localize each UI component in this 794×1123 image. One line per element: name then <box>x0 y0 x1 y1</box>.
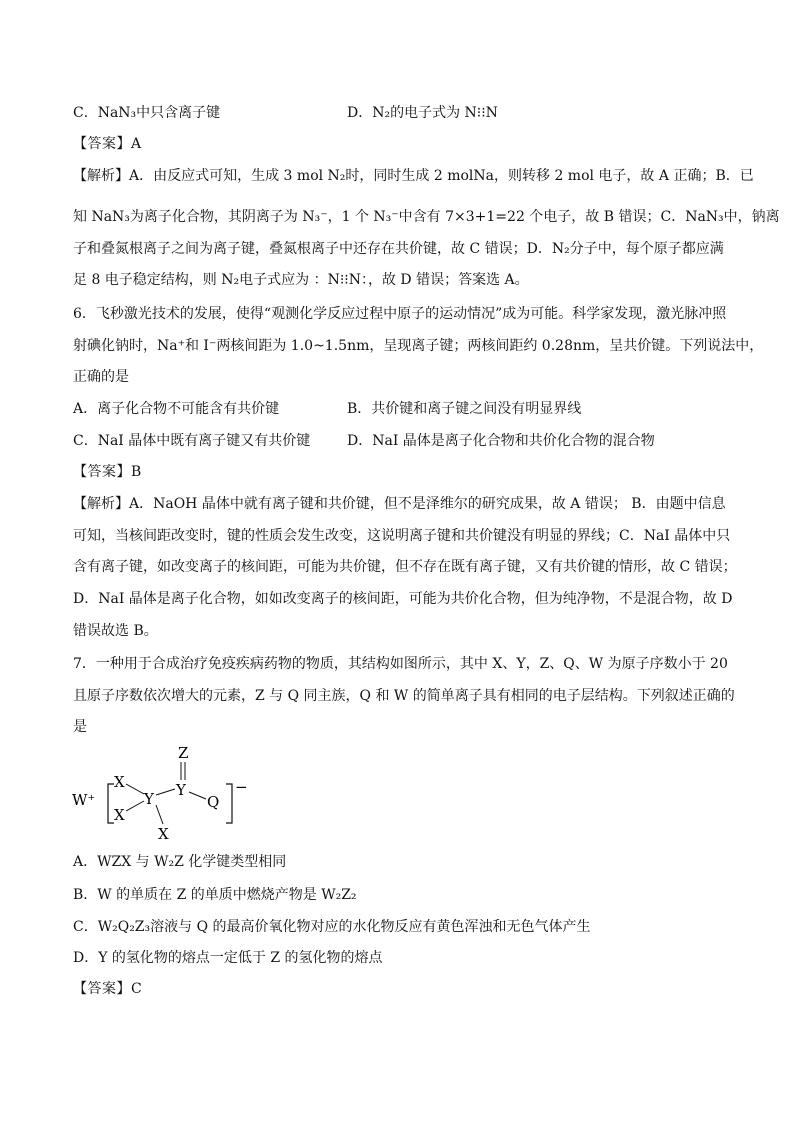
structure-q: Q <box>207 793 220 811</box>
right-bracket <box>226 784 232 823</box>
q5-option-c: C．NaN₃中只含离子键 <box>73 105 221 121</box>
q7-option-c: C．W₂Q₂Z₃溶液与 Q 的最高价氧化物对应的水化物反应有黄色浑浊和无色气体产生 <box>73 919 591 935</box>
q7-stem-line-2: 且原子序数依次增大的元素，Z 与 Q 同主族，Q 和 W 的简单离子具有相同的电子层结构。下列叙述正确的 <box>73 688 735 704</box>
bond-x-y1-bottom <box>156 805 163 824</box>
q7-option-b: B．W 的单质在 Z 的单质中燃烧产物是 W₂Z₂ <box>73 887 357 903</box>
q6-stem-line-2: 射碘化钠时，Na⁺和 I⁻两核间距为 1.0~1.5nm，呈现离子键；两核间距约 0.28nm，呈共价键。下列说法中， <box>73 338 764 354</box>
q5-analysis-line-1: 【解析】A．由反应式可知，生成 3 mol N₂时，同时生成 2 molNa，则转移 2 mol 电子，故 A 正确；B．已 <box>73 168 754 184</box>
structure-y2: Y <box>176 781 186 799</box>
q6-option-c: C．NaI 晶体中既有离子键又有共价键 <box>73 433 311 449</box>
q6-answer: 【答案】B <box>73 464 142 480</box>
q7-answer: 【答案】C <box>73 981 143 997</box>
q7-option-a: A．WZX 与 W₂Z 化学键类型相同 <box>73 854 287 870</box>
structure-y1: Y <box>144 790 154 808</box>
bond-y1-y2 <box>156 789 175 795</box>
q6-analysis-line-1: 【解析】A．NaOH 晶体中就有离子键和共价键，但不是泽维尔的研究成果，故 A 错误； B．由题中信息 <box>73 496 726 512</box>
bond-x-y1-top <box>126 784 144 794</box>
q5-answer: 【答案】A <box>73 136 142 152</box>
q5-analysis-line-3: 子和叠氮根离子之间为离子键，叠氮根离子中还存在共价键，故 C 错误；D．N₂分子中，每个原子都应满 <box>73 241 724 257</box>
q6-analysis-line-4: D．NaI 晶体是离子化合物，如如改变离子的核间距，可能为共价化合物，但为纯净物，不是混合物，故 D <box>73 591 733 607</box>
structure-diagram <box>70 740 270 845</box>
structure-x-left: X <box>114 806 125 824</box>
q6-stem-line-1: 6．飞秒激光技术的发展，使得“观测化学反应过程中原子的运动情况”成为可能。科学家发现，激光脉冲照 <box>73 306 727 322</box>
structure-cation-w: W⁺ <box>72 791 96 809</box>
q6-stem-line-3: 正确的是 <box>73 369 129 385</box>
q5-analysis-line-4: 足 8 电子稳定结构，则 N₂电子式应为 ：N⁝⁝N：，故 D 错误；答案选 A。 <box>73 272 529 288</box>
q6-analysis-line-2: 可知，当核间距改变时，键的性质会发生改变，这说明离子键和共价键没有明显的界线；C．NaI 晶体中只 <box>73 528 731 544</box>
q7-stem-line-1: 7．一种用于合成治疗免疫疾病药物的物质，其结构如图所示，其中 X、Y，Z、Q、W 为原子序数小于 20 <box>73 656 728 672</box>
structure-z: Z <box>178 744 189 762</box>
q6-option-b: B．共价键和离子键之间没有明显界线 <box>347 401 582 417</box>
q5-analysis-line-2: 知 NaN₃为离子化合物，其阴离子为 N₃⁻，1 个 N₃⁻中含有 7×3+1=22 个电子，故 B 错误；C．NaN₃中，钠离 <box>73 209 780 225</box>
q6-analysis-line-5: 错误故选 B。 <box>73 623 158 639</box>
q6-option-d: D．NaI 晶体是离子化合物和共价化合物的混合物 <box>347 433 655 449</box>
q7-stem-line-3: 是 <box>73 719 87 735</box>
q6-option-a: A．离子化合物不可能含有共价键 <box>73 401 280 417</box>
q5-option-d: D．N₂的电子式为 N⁝⁝N <box>347 105 498 121</box>
structure-x-top: X <box>114 773 125 791</box>
structure-x-bottom: X <box>158 825 169 843</box>
bond-y2-q <box>189 792 206 799</box>
bond-x-y1-left <box>126 801 144 811</box>
q6-analysis-line-3: 含有离子键，如改变离子的核间距，可能为共价键，但不存在既有离子键，又有共价键的情形，故 C 错误； <box>73 559 737 575</box>
structure-charge: − <box>235 778 248 796</box>
q7-option-d: D．Y 的氢化物的熔点一定低于 Z 的氢化物的熔点 <box>73 950 383 966</box>
